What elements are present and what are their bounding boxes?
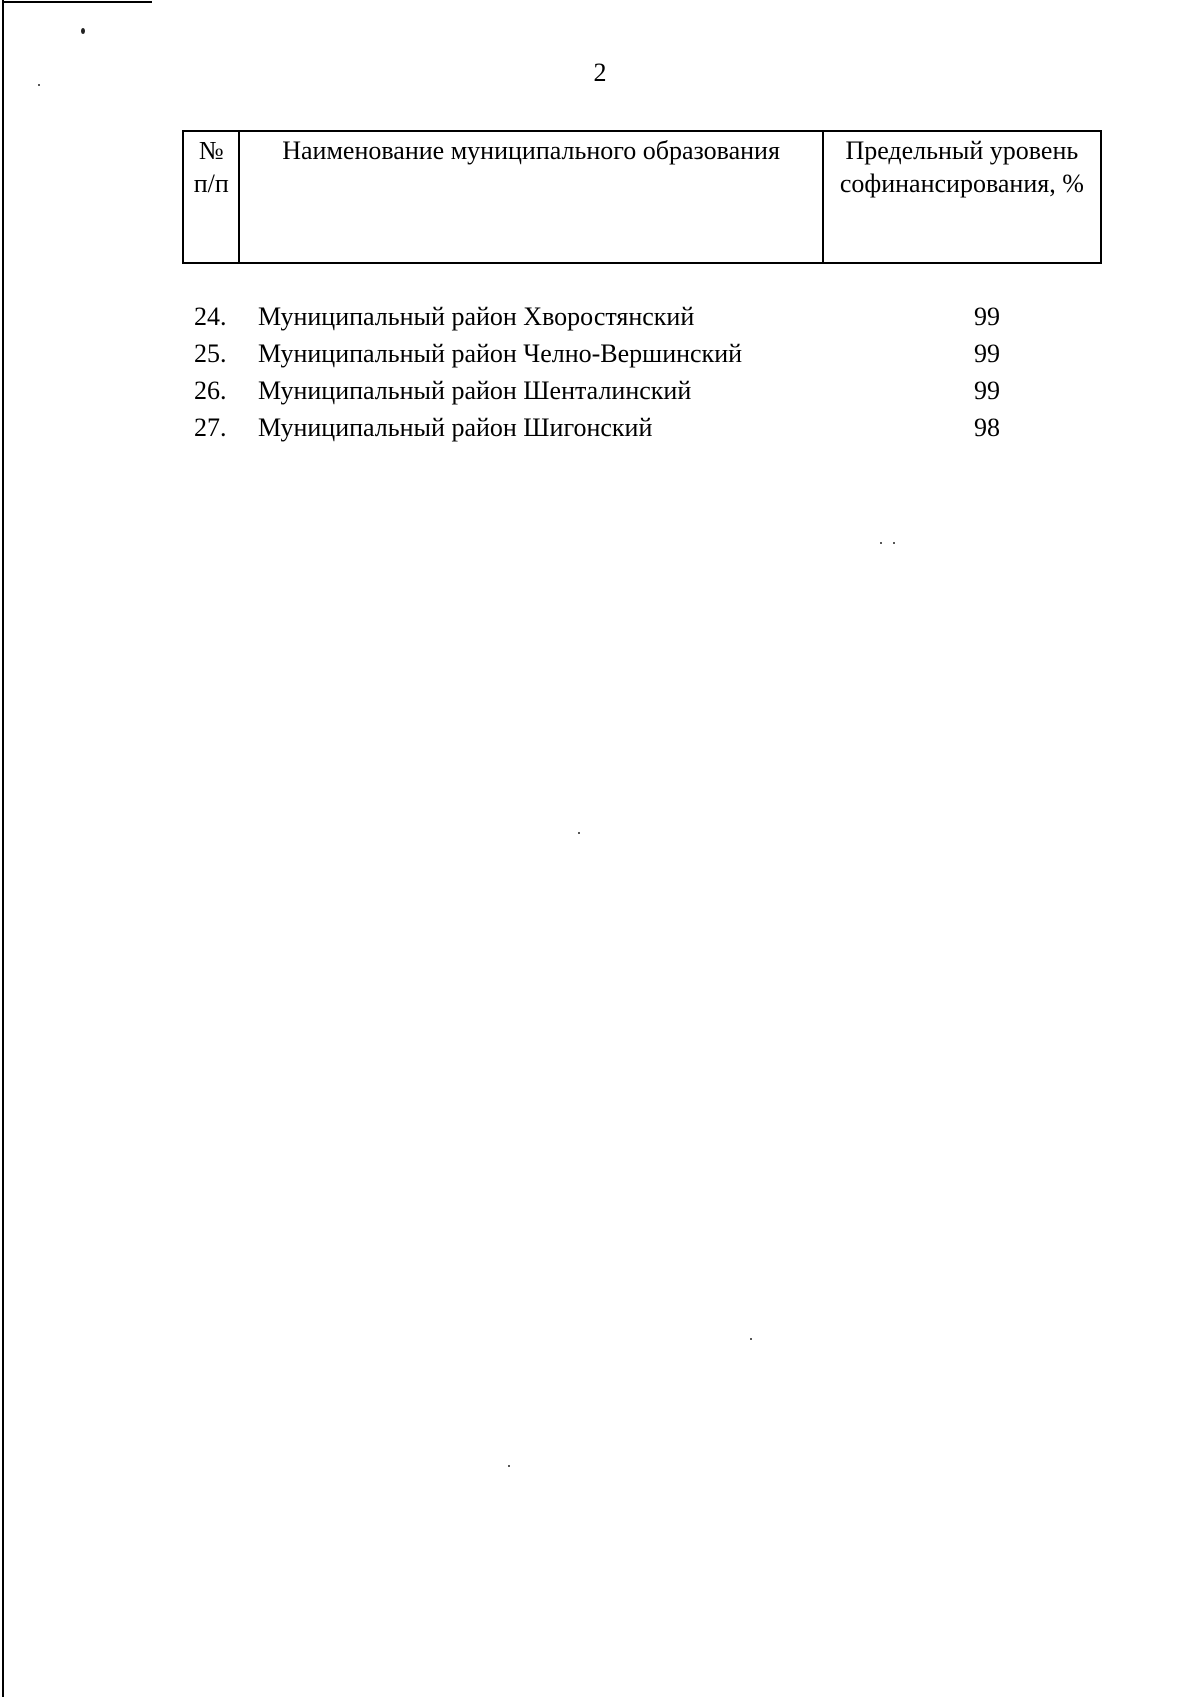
table-row	[182, 335, 1102, 372]
scan-speck	[508, 1465, 510, 1467]
municipality-name: Муниципальный район Шенталинский	[258, 376, 692, 405]
row-number: 27.	[194, 413, 227, 442]
cofinancing-level: 99	[974, 339, 1000, 368]
table-row	[182, 298, 1102, 335]
scan-speck	[750, 1338, 752, 1340]
cofinancing-table-header	[182, 130, 1102, 264]
row-number: 25.	[194, 339, 227, 368]
table-row	[182, 409, 1102, 446]
scan-speck	[893, 542, 895, 544]
header-number-label: № п/п	[193, 136, 229, 198]
row-number: 26.	[194, 376, 227, 405]
header-municipality-label: Наименование муниципального образования	[282, 136, 780, 165]
header-level-label: Предельный уровень софинансирования, %	[839, 136, 1084, 198]
table-header-row	[183, 131, 1101, 263]
row-number: 24.	[194, 302, 227, 331]
municipality-name: Муниципальный район Хворостянский	[258, 302, 695, 331]
scan-top-border	[2, 1, 152, 3]
scan-speck	[578, 832, 580, 834]
municipality-name: Муниципальный район Шигонский	[258, 413, 653, 442]
scan-speck	[81, 28, 85, 34]
cofinancing-level: 99	[974, 302, 1000, 331]
scan-left-border	[2, 0, 4, 1697]
table-row	[182, 372, 1102, 409]
municipality-name: Муниципальный район Челно-Вершинский	[258, 339, 743, 368]
cofinancing-level: 99	[974, 376, 1000, 405]
header-cofinancing-level	[823, 131, 1101, 263]
page-number: 2	[593, 58, 607, 87]
header-number	[183, 131, 239, 263]
table-body	[182, 298, 1102, 446]
cofinancing-level: 98	[974, 413, 1000, 442]
header-municipality-name	[239, 131, 822, 263]
scan-speck	[880, 542, 882, 544]
